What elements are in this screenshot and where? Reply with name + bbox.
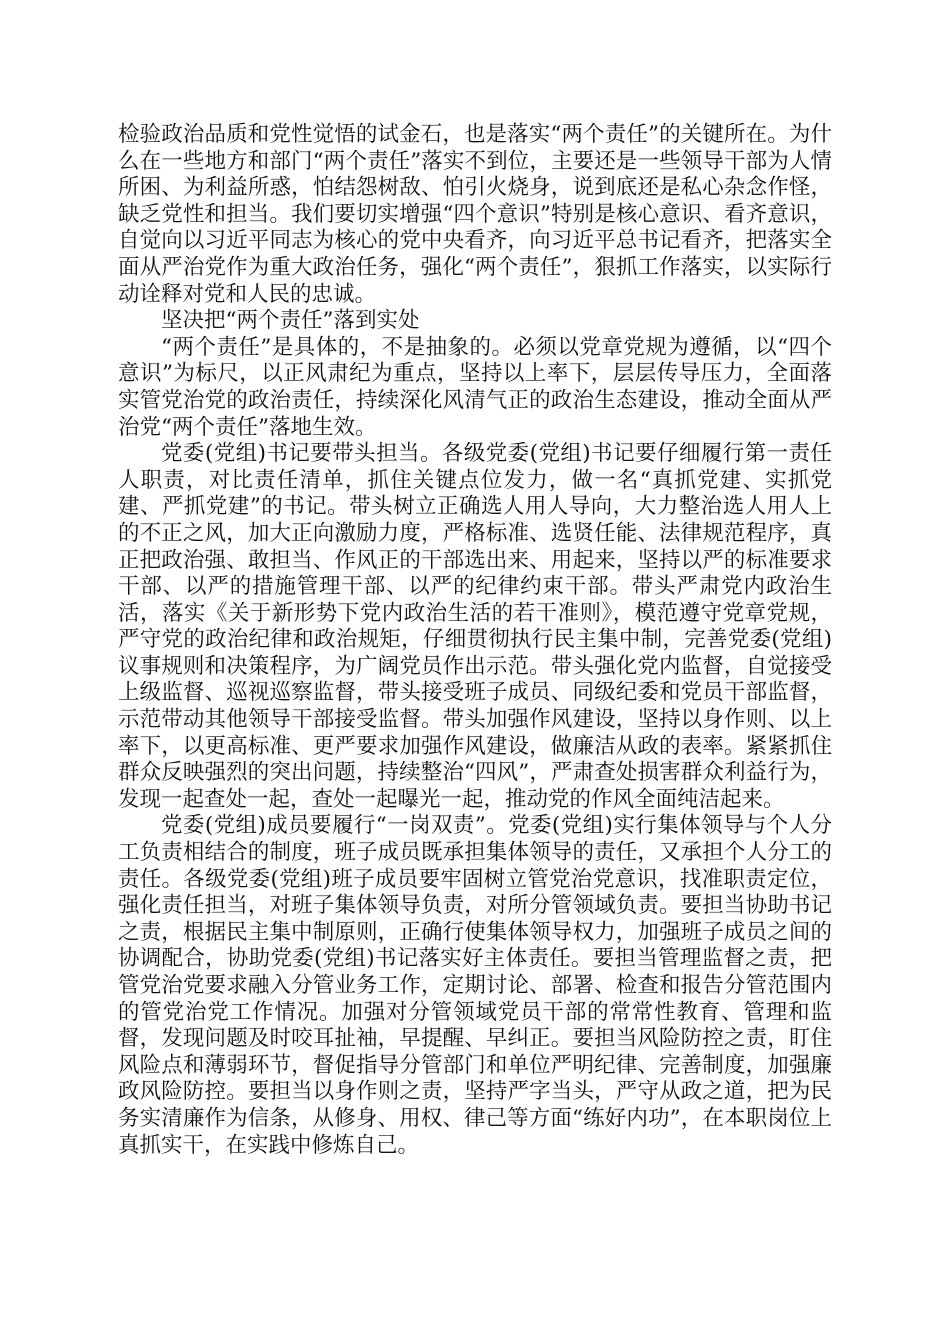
body-paragraph: 检验政治品质和党性觉悟的试金石，也是落实“两个责任”的关键所在。为什么在一些地方和部门“两个责任”落实不到位，主要还是一些领导干部为人情所困、为利益所惑，怕结怨树敌、怕引火烧身，说到底还是私心杂念作怪，缺乏党性和担当。我们要切实增强“四个意识”特别是核心意识、看齐意识，自觉向以习近平同志为核心的党中央看齐，向习近平总书记看齐，把落实全面从严治党作为重大政治任务，强化“两个责任”，狠抓工作落实，以实际行动诠释对党和人民的忠诚。: [118, 122, 832, 307]
body-paragraph: 党委(党组)书记要带头担当。各级党委(党组)书记要仔细履行第一责任人职责，对比责任清单，抓住关键点位发力，做一名“真抓党建、实抓党建、严抓党建”的书记。带头树立正确选人用人导向，大力整治选人用人上的不正之风，加大正向激励力度，严格标准、选贤任能、法律规范程序，真正把政治强、敢担当、作风正的干部选出来、用起来，坚持以严的标准要求干部、以严的措施管理干部、以严的纪律约束干部。带头严肃党内政治生活，落实《关于新形势下党内政治生活的若干准则》，模范遵守党章党规，严守党的政治纪律和政治规矩，仔细贯彻执行民主集中制，完善党委(党组)议事规则和决策程序，为广阔党员作出示范。带头强化党内监督，自觉接受上级监督、巡视巡察监督，带头接受班子成员、同级纪委和党员干部监督，示范带动其他领导干部接受监督。带头加强作风建设，坚持以身作则、以上率下，以更高标准、更严要求加强作风建设，做廉洁从政的表率。紧紧抓住群众反映强烈的突出问题，持续整治“四风”，严肃查处损害群众利益行为，发现一起查处一起，查处一起曝光一起，推动党的作风全面纯洁起来。: [118, 441, 832, 812]
body-paragraph: “两个责任”是具体的，不是抽象的。必须以党章党规为遵循，以“四个意识”为标尺，以正风肃纪为重点，坚持以上率下，层层传导压力，全面落实管党治党的政治责任，持续深化风清气正的政治生态建设，推动全面从严治党“两个责任”落地生效。: [118, 334, 832, 440]
document-page: [118, 122, 832, 1159]
section-heading: 坚决把“两个责任”落到实处: [161, 308, 420, 334]
body-paragraph: 党委(党组)成员要履行“一岗双责”。党委(党组)实行集体领导与个人分工负责相结合的制度，班子成员既承担集体领导的责任，又承担个人分工的责任。各级党委(党组)班子成员要牢固树立管党治党意识，找准职责定位，强化责任担当，对班子集体领导负责，对所分管领域负责。要担当协助书记之责，根据民主集中制原则，正确行使集体领导权力，加强班子成员之间的协调配合，协助党委(党组)书记落实好主体责任。要担当管理监督之责，把管党治党要求融入分管业务工作，定期讨论、部署、检查和报告分管范围内的管党治党工作情况。加强对分管领域党员干部的常常性教育、管理和监督，发现问题及时咬耳扯袖，早提醒、早纠正。要担当风险防控之责，盯住风险点和薄弱环节，督促指导分管部门和单位严明纪律、完善制度，加强廉政风险防控。要担当以身作则之责，坚持严字当头，严守从政之道，把为民务实清廉作为信条，从修身、用权、律己等方面“练好内功”，在本职岗位上真抓实干，在实践中修炼自己。: [118, 813, 832, 1158]
